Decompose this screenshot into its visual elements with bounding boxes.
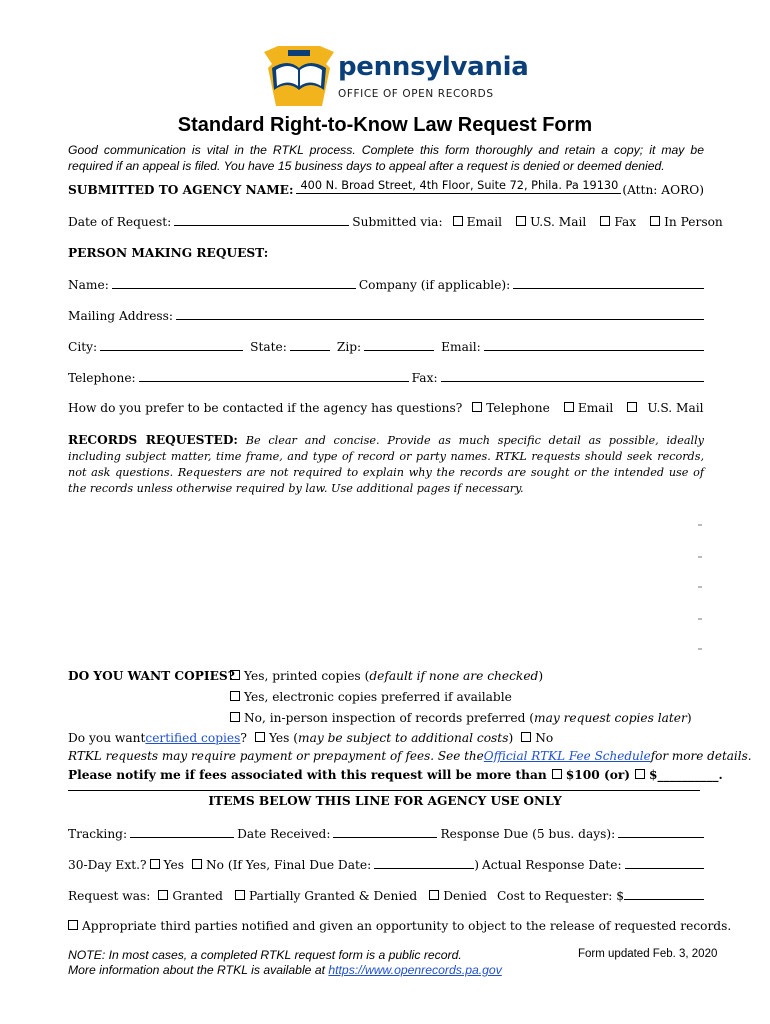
copies-question: DO YOU WANT COPIES? (68, 669, 235, 683)
certified-yes-option[interactable]: Yes (may be subject to additional costs) (255, 731, 513, 745)
agency-name-field[interactable] (296, 179, 621, 194)
checkbox[interactable] (516, 216, 526, 226)
tracking-label: Tracking: (68, 827, 128, 841)
notify-100-option[interactable]: $100 (or) (552, 768, 630, 782)
mailing-address-field[interactable] (176, 308, 704, 320)
via-in-person-option[interactable]: In Person (650, 215, 723, 229)
request-was-label: Request was: (68, 889, 151, 903)
checkbox[interactable] (255, 732, 265, 742)
footer-note-line-2: More information about the RTKL is available at https://www.openrecords.pa.gov (68, 963, 502, 977)
checkbox[interactable] (192, 859, 202, 869)
inspection-option[interactable]: No, in-person inspection of records preferred (may request copies later) (230, 711, 692, 725)
agency-label: SUBMITTED TO AGENCY NAME: (68, 183, 294, 197)
checkbox[interactable] (230, 670, 240, 680)
checkbox[interactable] (472, 402, 482, 412)
records-instructions: Be clear and concise. Provide as much specific detail as possible, ideally including subject matter, time frame, and type of record or party names. RTKL requests should seek records, not ask questions. Requesters are not required to explain why the records are sought or the intended use of the records unless otherwise required by law. Use additional pages if necessary. (68, 434, 705, 495)
date-received-field[interactable] (333, 826, 437, 838)
extension-label: 30-Day Ext.? (68, 858, 147, 872)
submitted-via-label: Submitted via: (352, 215, 443, 229)
checkbox[interactable] (627, 402, 637, 412)
certified-question: Do you want (68, 731, 146, 745)
telephone-field[interactable] (139, 370, 409, 382)
copies-row-3 (68, 711, 704, 725)
mailing-label: Mailing Address: (68, 309, 174, 323)
third-parties-option[interactable]: Appropriate third parties notified and given an opportunity to object to the release of requested records. (68, 919, 731, 933)
tracking-field[interactable] (130, 826, 234, 838)
contact-question: How do you prefer to be contacted if the agency has questions? (68, 401, 463, 415)
extension-row: 30-Day Ext.? Yes No (If Yes, Final Due Date: ) Actual Response Date: (68, 857, 704, 872)
notify-row (68, 768, 723, 782)
faint-mark (698, 524, 702, 526)
certified-no-option[interactable]: No (521, 731, 553, 745)
telephone-label: Telephone: (68, 371, 136, 385)
electronic-copies-option[interactable]: Yes, electronic copies preferred if available (230, 690, 512, 704)
checkbox[interactable] (230, 712, 240, 722)
faint-mark (698, 556, 702, 558)
date-received-label: Date Received: (237, 827, 331, 841)
response-due-label: Response Due (5 bus. days): (440, 827, 616, 841)
checkbox[interactable] (230, 691, 240, 701)
copies-row-1 (68, 669, 704, 683)
form-title: Standard Right-to-Know Law Request Form (177, 114, 593, 136)
telephone-row (68, 370, 704, 385)
zip-label: Zip: (336, 340, 362, 354)
name-row (68, 277, 704, 292)
checkbox[interactable] (150, 859, 160, 869)
email-label: Email: (441, 340, 481, 354)
agency-use-heading: ITEMS BELOW THIS LINE FOR AGENCY USE ONLY (208, 794, 562, 808)
records-requested-block (68, 432, 704, 497)
via-fax-option[interactable]: Fax (600, 215, 636, 229)
intro-text: Good communication is vital in the RTKL process. Complete this form thoroughly and retain a copy; it may be required if an appeal is filed. You have 15 business days to appeal after a request is denied or deemed denied. (68, 143, 704, 173)
request-was-row (68, 888, 704, 903)
certified-row: Do you want certified copies ? Yes (may be subject to additional costs) No (68, 731, 554, 745)
mailing-row (68, 308, 704, 323)
response-due-field[interactable] (618, 826, 704, 838)
actual-response-field[interactable] (625, 857, 704, 869)
notify-custom-option[interactable]: $__________. (635, 768, 723, 782)
company-label: Company (if applicable): (358, 278, 511, 292)
tracking-row (68, 826, 704, 841)
state-field[interactable] (290, 339, 330, 351)
certified-copies-link[interactable]: certified copies (145, 731, 241, 745)
via-mail-option[interactable]: U.S. Mail (516, 215, 586, 229)
checkbox[interactable] (521, 732, 531, 742)
contact-mail-option[interactable]: U.S. Mail (627, 401, 703, 415)
cost-field[interactable] (624, 888, 704, 900)
final-due-date-field[interactable] (374, 857, 474, 869)
fax-field[interactable] (441, 370, 704, 382)
checkbox[interactable] (564, 402, 574, 412)
date-row (68, 214, 723, 229)
copies-row-2 (68, 690, 704, 704)
footer-note (68, 948, 528, 978)
fee-schedule-link[interactable]: Official RTKL Fee Schedule (483, 749, 651, 763)
checkbox[interactable] (235, 890, 245, 900)
records-description-area[interactable] (68, 500, 704, 650)
ext-yes-option[interactable]: Yes (150, 858, 184, 872)
footer-note-line-1: NOTE: In most cases, a completed RTKL request form is a public record. (68, 948, 462, 962)
logo-wordmark: pennsylvania (338, 52, 529, 82)
date-label: Date of Request: (68, 215, 172, 229)
email-field[interactable] (484, 339, 704, 351)
city-row (68, 339, 704, 354)
checkbox[interactable] (552, 769, 562, 779)
form-updated-date: Form updated Feb. 3, 2020 (578, 948, 718, 960)
agency-row (68, 179, 704, 197)
records-label: RECORDS REQUESTED: (68, 433, 238, 447)
checkbox[interactable] (600, 216, 610, 226)
state-label: State: (250, 340, 287, 354)
actual-response-label: Actual Response Date: (481, 858, 622, 872)
logo-subtitle: OFFICE OF OPEN RECORDS (338, 88, 494, 100)
checkbox[interactable] (453, 216, 463, 226)
date-of-request-field[interactable] (174, 214, 349, 226)
open-records-link[interactable]: https://www.openrecords.pa.gov (328, 963, 502, 977)
person-heading: PERSON MAKING REQUEST: (68, 246, 269, 260)
checkbox[interactable] (429, 890, 439, 900)
zip-field[interactable] (364, 339, 434, 351)
checkbox[interactable] (158, 890, 168, 900)
keystone-book-icon (264, 46, 334, 108)
contact-telephone-option[interactable]: Telephone (472, 401, 550, 415)
granted-option[interactable]: Granted (158, 889, 223, 903)
cost-label: Cost to Requester: $ (496, 889, 624, 903)
agency-name-value: 400 N. Broad Street, 4th Floor, Suite 72, Phila. Pa 19130 (300, 179, 619, 192)
contact-pref-row (68, 401, 704, 415)
contact-email-option[interactable]: Email (564, 401, 614, 415)
name-label: Name: (68, 278, 109, 292)
company-field[interactable] (513, 277, 704, 289)
partial-option[interactable]: Partially Granted & Denied (235, 889, 417, 903)
denied-option[interactable]: Denied (429, 889, 487, 903)
person-heading-row (68, 246, 704, 260)
agency-use-divider (68, 790, 700, 791)
notify-text: Please notify me if fees associated with this request will be more than (68, 768, 547, 782)
ext-no-option[interactable]: No (If Yes, Final Due Date: (192, 858, 371, 872)
name-field[interactable] (112, 277, 356, 289)
fees-text: RTKL requests may require payment or prepayment of fees. See the (68, 749, 484, 763)
pennsylvania-logo (264, 46, 529, 108)
city-field[interactable] (100, 339, 243, 351)
third-parties-row (68, 919, 732, 933)
checkbox[interactable] (68, 920, 78, 930)
city-label: City: (68, 340, 98, 354)
agency-attn: (Attn: AORO) (622, 183, 704, 197)
via-email-option[interactable]: Email (453, 215, 503, 229)
printed-copies-option[interactable]: Yes, printed copies (default if none are checked) (230, 669, 543, 683)
faint-mark (698, 618, 702, 620)
checkbox[interactable] (650, 216, 660, 226)
fax-label: Fax: (411, 371, 438, 385)
faint-mark (698, 586, 702, 588)
fees-row: RTKL requests may require payment or prepayment of fees. See the Official RTKL Fee Schedule for more details. (68, 749, 752, 763)
checkbox[interactable] (635, 769, 645, 779)
faint-mark (698, 648, 702, 650)
